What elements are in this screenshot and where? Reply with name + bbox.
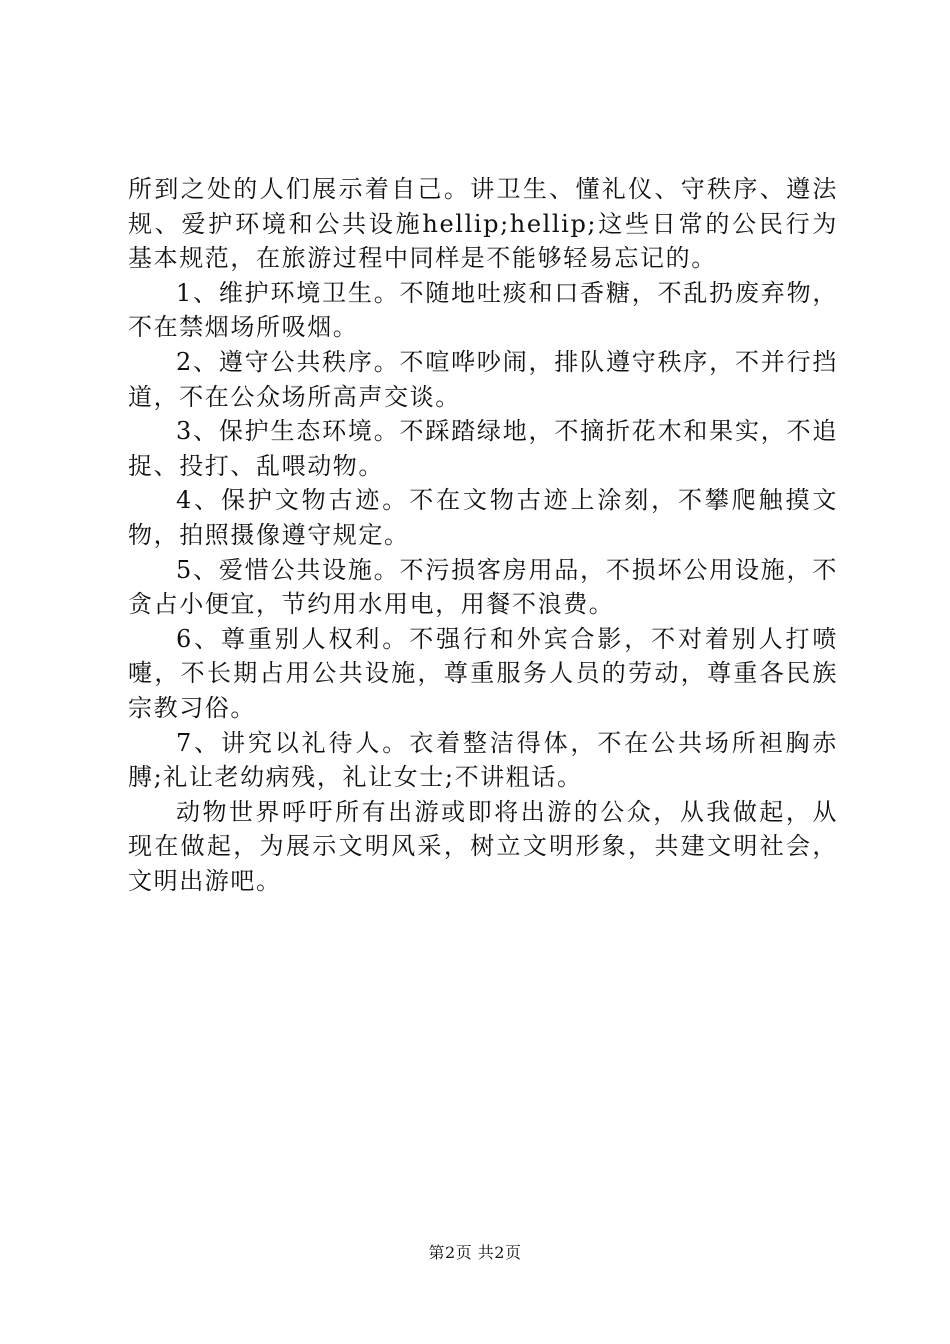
paragraph-intro: 所到之处的人们展示着自己。讲卫生、懂礼仪、守秩序、遵法规、爱护环境和公共设施hellip;hellip;这些日常的公民行为基本规范，在旅游过程中同样是不能够轻易忘记的。 (128, 175, 838, 273)
paragraph-closing: 动物世界呼吁所有出游或即将出游的公众，从我做起，从现在做起，为展示文明风采，树立文明形象，共建文明社会，文明出游吧。 (128, 797, 838, 895)
paragraph-item-4: 4、保护文物古迹。不在文物古迹上涂刻，不攀爬触摸文物，拍照摄像遵守规定。 (128, 486, 838, 549)
paragraph-item-6: 6、尊重别人权利。不强行和外宾合影，不对着别人打喷嚏，不长期占用公共设施，尊重服务人员的劳动，尊重各民族宗教习俗。 (128, 624, 838, 722)
paragraph-item-3: 3、保护生态环境。不踩踏绿地，不摘折花木和果实，不追捉、投打、乱喂动物。 (128, 417, 838, 480)
page-number-footer: 第2页 共2页 (428, 1243, 522, 1262)
document-body (128, 172, 838, 898)
paragraph-item-7: 7、讲究以礼待人。衣着整洁得体，不在公共场所袒胸赤膊;礼让老幼病残，礼让女士;不讲粗话。 (128, 728, 838, 792)
paragraph-item-2: 2、遵守公共秩序。不喧哗吵闹，排队遵守秩序，不并行挡道，不在公众场所高声交谈。 (128, 347, 838, 411)
paragraph-item-5: 5、爱惜公共设施。不污损客房用品，不损坏公用设施，不贪占小便宜，节约用水用电，用餐不浪费。 (128, 555, 838, 619)
paragraph-item-1: 1、维护环境卫生。不随地吐痰和口香糖，不乱扔废弃物，不在禁烟场所吸烟。 (128, 278, 838, 342)
